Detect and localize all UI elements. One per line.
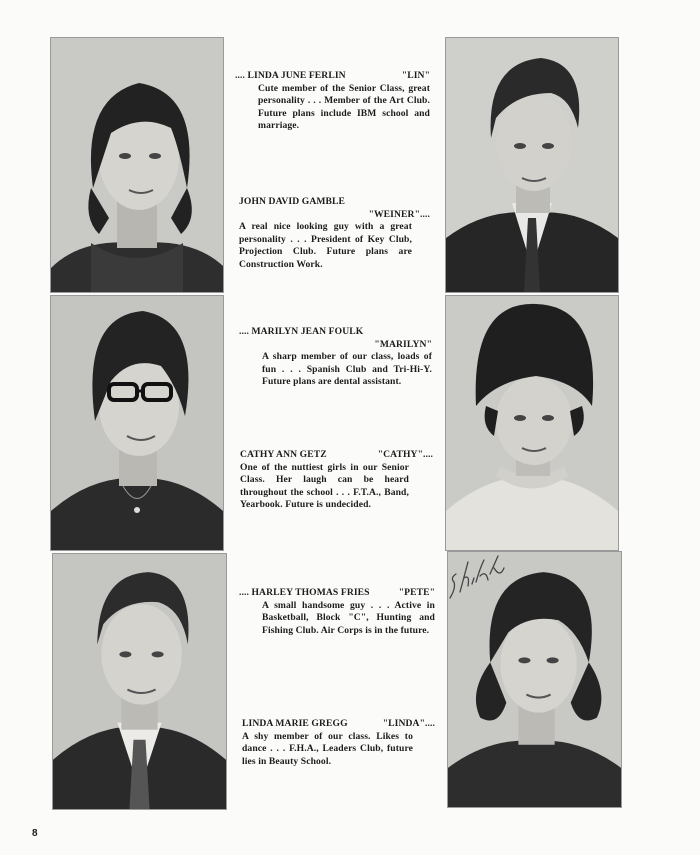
student-name: JOHN DAVID GAMBLE — [239, 196, 345, 207]
student-name: LINDA JUNE FERLIN — [247, 70, 346, 81]
bio-harley-fries — [239, 587, 435, 637]
leader-dots: .... — [235, 70, 245, 81]
portrait-cathy-getz — [445, 295, 619, 551]
student-nickname: "PETE" — [398, 587, 435, 598]
student-nickname: "MARILYN" — [374, 338, 432, 350]
student-nickname: "LIN" — [401, 70, 430, 81]
leader-dots: .... — [239, 587, 249, 598]
bio-heading — [242, 718, 435, 731]
student-name: CATHY ANN GETZ — [240, 449, 327, 460]
bio-text: Cute member of the Senior Class, great personality . . . Member of the Art Club. Future plans include IBM school and marriage. — [258, 82, 430, 132]
bio-heading — [239, 326, 432, 339]
portrait-john-gamble — [445, 37, 619, 293]
bio-john-gamble — [239, 196, 430, 272]
student-name: LINDA MARIE GREGG — [242, 718, 348, 729]
bio-text: One of the nuttiest girls in our Senior Class. Her laugh can be heard throughout the school . . . F.T.A., Band, Yearbook. Future is undecided. — [240, 461, 409, 511]
bio-heading — [239, 587, 435, 600]
student-name: MARILYN JEAN FOULK — [251, 326, 364, 337]
bio-marilyn-foulk — [239, 326, 432, 389]
bio-text: A real nice looking guy with a great personality . . . President of Key Club, Projection Club. Future plans are Construction Work. — [239, 221, 412, 270]
bio-text: A shy member of our class. Likes to dance . . . F.H.A., Leaders Club, future lies in Beauty School. — [242, 730, 413, 767]
bio-text: A sharp member of our class, loads of fun . . . Spanish Club and Tri-Hi-Y. Future plans are dental assistant. — [262, 351, 432, 388]
bio-heading — [240, 449, 433, 462]
bio-linda-gregg — [242, 718, 435, 768]
handwritten-signature — [446, 548, 508, 608]
portrait-harley-fries — [52, 553, 227, 810]
bio-cathy-getz — [240, 449, 433, 512]
page-number: 8 — [32, 828, 38, 839]
portrait-linda-ferlin — [50, 37, 224, 293]
student-nickname: "WEINER".... — [368, 208, 430, 220]
portrait-marilyn-foulk — [50, 295, 224, 551]
leader-dots: .... — [239, 326, 249, 337]
bio-linda-ferlin — [235, 70, 430, 133]
bio-heading — [235, 70, 430, 83]
bio-text: A small handsome guy . . . Active in Basketball, Block "C", Hunting and Fishing Club. Air Corps is in the future. — [262, 599, 435, 636]
student-name: HARLEY THOMAS FRIES — [251, 587, 370, 598]
student-nickname: "CATHY".... — [377, 449, 433, 460]
student-nickname: "LINDA".... — [382, 718, 435, 729]
